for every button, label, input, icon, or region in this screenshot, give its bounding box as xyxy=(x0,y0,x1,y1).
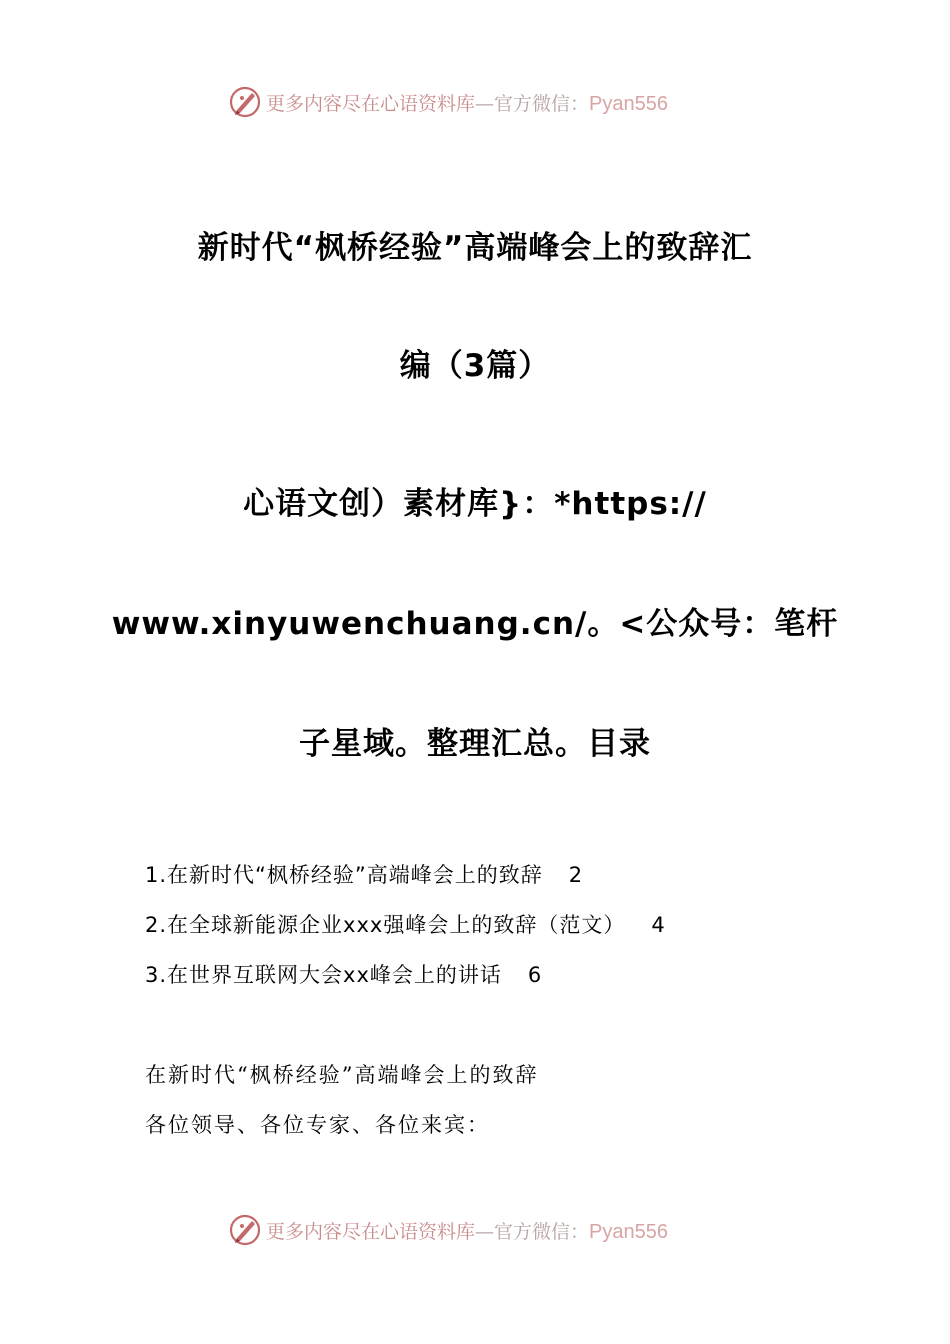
section-heading: 在新时代“枫桥经验”高端峰会上的致辞 xyxy=(145,1063,539,1087)
document-title-line-5: 子星域。整理汇总。目录 xyxy=(299,726,651,762)
document-title-line-1: 新时代“枫桥经验”高端峰会上的致辞汇 xyxy=(197,230,753,266)
watermark-text: 更多内容尽在心语资料库—官方微信：Pyan556 xyxy=(266,92,668,115)
toc-item-3[interactable] xyxy=(145,960,542,990)
document-title-line-3: 心语文创）素材库}：*https:// xyxy=(243,486,707,522)
toc-item-page: 4 xyxy=(651,913,666,937)
pen-seal-icon xyxy=(228,1213,262,1247)
watermark-text: 更多内容尽在心语资料库—官方微信：Pyan556 xyxy=(266,1220,668,1243)
document-title-line-4: www.xinyuwenchuang.cn/。<公众号：笔杆 xyxy=(111,606,839,642)
toc-item-label: 1.在新时代“枫桥经验”高端峰会上的致辞 xyxy=(145,863,543,887)
pen-seal-icon xyxy=(228,85,262,119)
watermark-banner-top xyxy=(228,84,748,120)
document-title-line-2: 编（3篇） xyxy=(399,348,551,384)
salutation: 各位领导、各位专家、各位来宾： xyxy=(145,1113,490,1137)
toc-item-label: 3.在世界互联网大会xx峰会上的讲话 xyxy=(145,963,502,987)
toc-item-1[interactable] xyxy=(145,860,583,890)
watermark-banner-bottom xyxy=(228,1212,748,1248)
toc-item-page: 6 xyxy=(527,963,543,987)
toc-item-label: 2.在全球新能源企业xxx强峰会上的致辞（范文） xyxy=(145,913,626,937)
toc-item-2[interactable] xyxy=(145,910,666,940)
toc-item-page: 2 xyxy=(568,863,584,887)
